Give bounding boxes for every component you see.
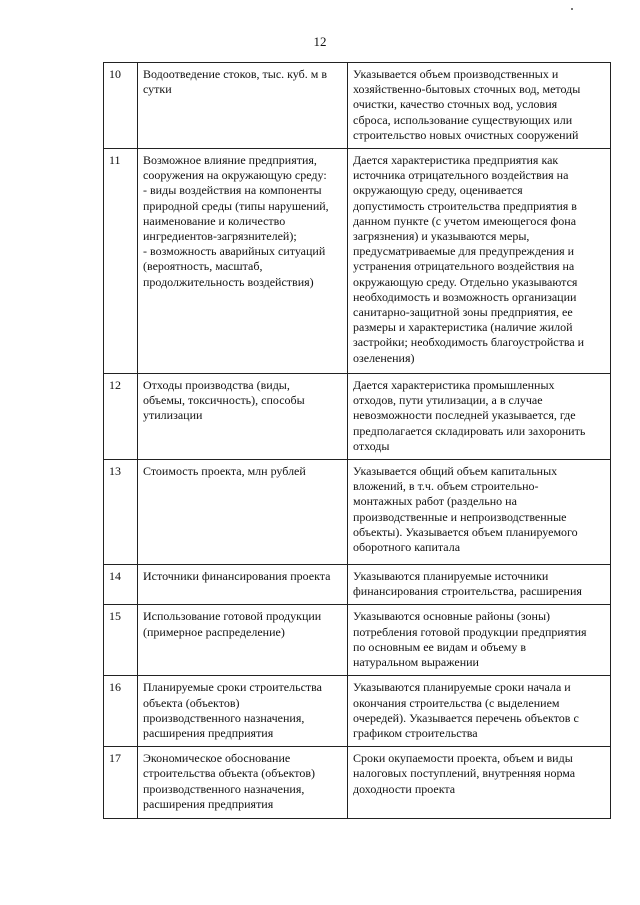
parameter-line: производственного назначения,	[143, 710, 305, 725]
parameter-line: Возможное влияние предприятия,	[143, 153, 317, 168]
description-line: Сроки окупаемости проекта, объем и виды	[353, 751, 573, 766]
table-row	[104, 605, 611, 676]
parameter-line: наименование и количество	[143, 213, 286, 228]
row-number: 13	[104, 460, 138, 565]
row-number: 14	[104, 565, 138, 605]
table-row	[104, 460, 611, 565]
description-line: сброса, использование существующих или	[353, 112, 573, 127]
description-line: отходов, пути утилизации, а в случае	[353, 393, 543, 408]
row-number: 11	[104, 149, 138, 374]
description-line: Указывается общий объем капитальных	[353, 464, 558, 479]
parameter-line: продолжительность воздействия)	[143, 274, 314, 289]
row-parameter	[138, 149, 348, 374]
description-line: устранения отрицательного воздействия на	[353, 259, 575, 274]
row-number: 10	[104, 63, 138, 149]
description-line: Указываются планируемые сроки начала и	[353, 680, 571, 695]
row-parameter	[138, 676, 348, 747]
description-line: хозяйственно-бытовых сточных вод, методы	[353, 82, 581, 97]
description-line: данном пункте (с учетом имеющегося фона	[353, 213, 577, 228]
row-description	[348, 460, 611, 565]
table-row	[104, 676, 611, 747]
row-description	[348, 605, 611, 676]
description-line: очистки, качество сточных вод, условия	[353, 97, 558, 112]
parameter-line: (вероятность, масштаб,	[143, 259, 263, 274]
row-parameter	[138, 747, 348, 819]
page-number: 12	[313, 34, 327, 49]
row-parameter	[138, 605, 348, 676]
description-line: окружающую среду, оценивается	[353, 183, 523, 198]
description-line: допустимость строительства предприятия в	[353, 198, 577, 213]
scan-speck	[571, 8, 573, 10]
description-line: по основным ее видам и объему в	[353, 639, 526, 654]
description-line: объекты). Указывается объем планируемого	[353, 524, 578, 539]
table-row	[104, 149, 611, 374]
description-line: окончания строительства (с выделением	[353, 695, 560, 710]
description-line: Указываются планируемые источники	[353, 569, 549, 584]
description-line: производственные и непроизводственные	[353, 509, 567, 524]
parameter-line: Отходы производства (виды,	[143, 378, 290, 393]
row-number: 12	[104, 374, 138, 460]
parameter-line: строительства объекта (объектов)	[143, 766, 316, 781]
parameter-line: объемы, токсичность), способы	[143, 393, 305, 408]
description-line: озеленения)	[353, 350, 415, 365]
parameter-line: сооружения на окружающую среду:	[143, 168, 327, 183]
description-line: размеры и характеристика (наличие жилой	[353, 320, 573, 335]
row-parameter	[138, 565, 348, 605]
description-line: налоговых поступлений, внутренняя норма	[353, 766, 576, 781]
description-line: очередей). Указывается перечень объектов с	[353, 710, 579, 725]
parameter-line: Экономическое обоснование	[143, 751, 291, 766]
description-line: доходности проекта	[353, 781, 456, 796]
parameter-line: сутки	[143, 82, 172, 97]
description-line: окружающую среду. Отдельно указываются	[353, 274, 578, 289]
parameter-line: утилизации	[143, 408, 203, 423]
row-description	[348, 63, 611, 149]
parameter-line: производственного назначения,	[143, 781, 305, 796]
parameter-line: Использование готовой продукции	[143, 609, 322, 624]
parameter-line: расширения предприятия	[143, 726, 274, 741]
table-row	[104, 63, 611, 149]
row-number: 17	[104, 747, 138, 819]
parameter-line: ингредиентов-загрязнителей);	[143, 229, 297, 244]
description-line: отходы	[353, 438, 390, 453]
description-line: монтажных работ (раздельно на	[353, 494, 517, 509]
description-line: вложений, в т.ч. объем строительно-	[353, 479, 539, 494]
description-line: источника отрицательного воздействия на	[353, 168, 569, 183]
description-line: загрязнения) и указываются меры,	[353, 229, 530, 244]
description-line: невозможности последней указывается, где	[353, 408, 576, 423]
parameter-line: - возможность аварийных ситуаций	[143, 244, 326, 259]
row-number: 15	[104, 605, 138, 676]
row-number: 16	[104, 676, 138, 747]
row-description	[348, 374, 611, 460]
parameter-line: Планируемые сроки строительства	[143, 680, 322, 695]
row-parameter	[138, 460, 348, 565]
description-line: финансирования строительства, расширения	[353, 584, 582, 599]
table-row	[104, 747, 611, 819]
description-line: застройки; необходимость благоустройства и	[353, 335, 585, 350]
description-line: Дается характеристика предприятия как	[353, 153, 559, 168]
parameter-line: Стоимость проекта, млн рублей	[143, 464, 306, 479]
table-body	[104, 63, 611, 819]
description-line: предусматриваемые для предупреждения и	[353, 244, 575, 259]
description-line: необходимость и возможность организации	[353, 289, 577, 304]
parameter-line: природной среды (типы нарушений,	[143, 198, 329, 213]
description-line: натуральном выражении	[353, 655, 479, 670]
description-line: потребления готовой продукции предприятия	[353, 624, 587, 639]
parameter-line: Источники финансирования проекта	[143, 569, 331, 584]
row-parameter	[138, 63, 348, 149]
description-line: Указываются основные районы (зоны)	[353, 609, 550, 624]
row-description	[348, 565, 611, 605]
parameter-line: (примерное распределение)	[143, 624, 285, 639]
row-parameter	[138, 374, 348, 460]
description-line: предполагается складировать или захоронить	[353, 423, 586, 438]
description-line: Дается характеристика промышленных	[353, 378, 555, 393]
parameter-line: объекта (объектов)	[143, 695, 240, 710]
description-line: графиком строительства	[353, 726, 478, 741]
description-line: оборотного капитала	[353, 540, 461, 555]
description-line: санитарно-защитной зоны предприятия, ее	[353, 305, 573, 320]
parameter-line: - виды воздействия на компоненты	[143, 183, 322, 198]
description-line: Указывается объем производственных и	[353, 67, 559, 81]
row-description	[348, 747, 611, 819]
parameter-line: Водоотведение стоков, тыс. куб. м в	[143, 67, 328, 81]
requirements-table	[103, 62, 611, 819]
row-description	[348, 676, 611, 747]
description-line: строительство новых очистных сооружений	[353, 127, 579, 142]
parameter-line: расширения предприятия	[143, 796, 274, 811]
table-row	[104, 374, 611, 460]
table-row	[104, 565, 611, 605]
row-description	[348, 149, 611, 374]
